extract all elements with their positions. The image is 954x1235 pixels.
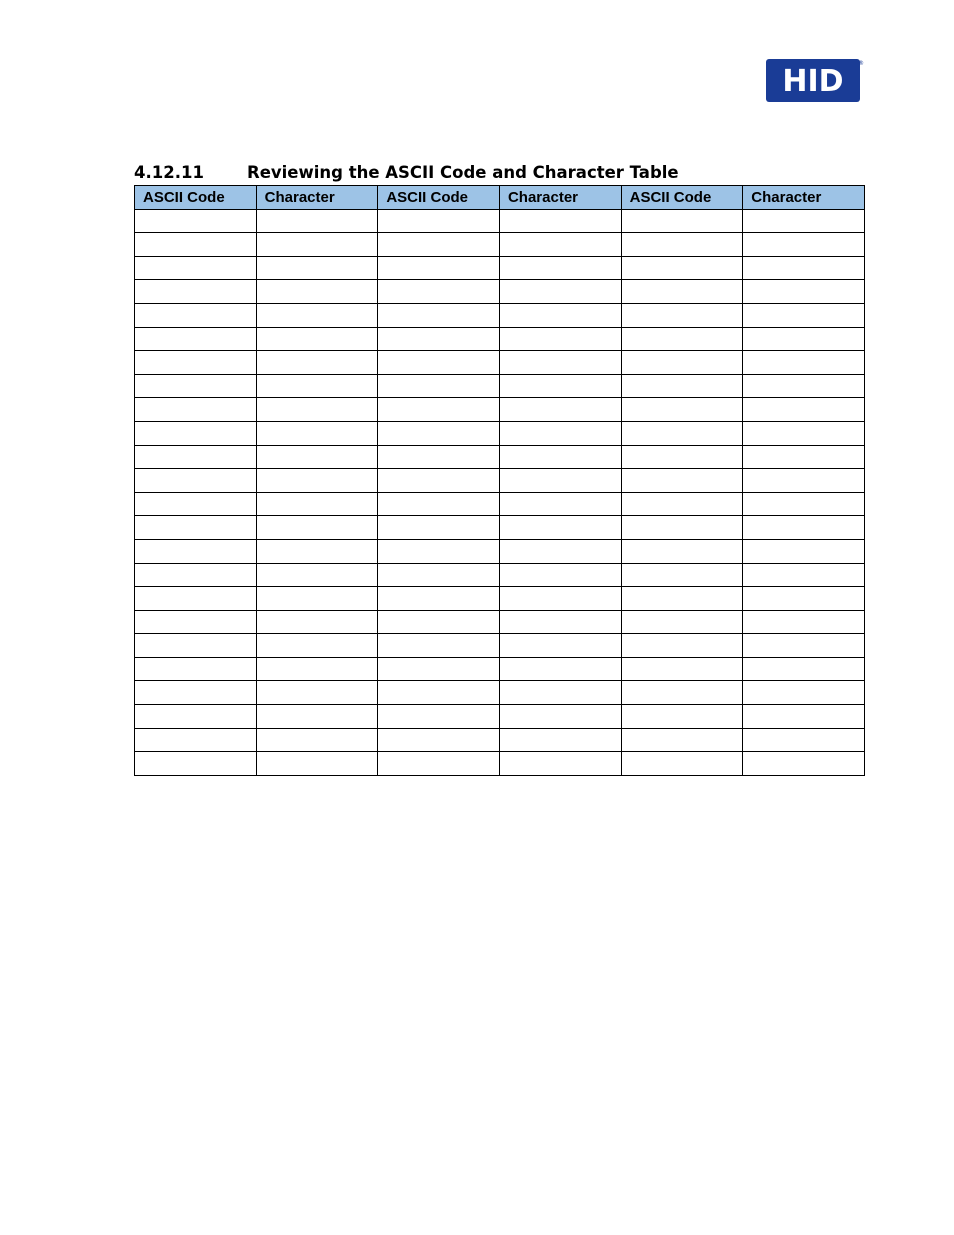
table-cell (499, 445, 621, 469)
table-cell (378, 752, 500, 776)
table-cell (743, 209, 865, 233)
table-cell (743, 421, 865, 445)
table-cell (621, 610, 743, 634)
table-cell (621, 587, 743, 611)
table-cell (743, 587, 865, 611)
table-cell (378, 303, 500, 327)
table-cell (621, 374, 743, 398)
registered-mark: ® (858, 60, 864, 67)
table-cell (743, 351, 865, 375)
table-cell (256, 539, 378, 563)
table-cell (621, 657, 743, 681)
table-cell (378, 492, 500, 516)
table-cell (378, 610, 500, 634)
table-cell (621, 209, 743, 233)
table-row (135, 705, 865, 729)
table-cell (256, 398, 378, 422)
table-row (135, 492, 865, 516)
table-cell (743, 327, 865, 351)
table-cell (256, 421, 378, 445)
table-cell (256, 681, 378, 705)
table-cell (135, 492, 257, 516)
section-title: Reviewing the ASCII Code and Character Table (247, 162, 679, 182)
table-cell (135, 728, 257, 752)
table-cell (256, 233, 378, 257)
table-cell (256, 374, 378, 398)
table-cell (621, 516, 743, 540)
table-cell (743, 233, 865, 257)
table-cell (378, 327, 500, 351)
table-cell (378, 209, 500, 233)
table-cell (621, 469, 743, 493)
table-row (135, 516, 865, 540)
table-row (135, 728, 865, 752)
table-row (135, 351, 865, 375)
table-cell (135, 657, 257, 681)
table-cell (743, 256, 865, 280)
table-cell (621, 728, 743, 752)
table-cell (499, 728, 621, 752)
table-cell (378, 539, 500, 563)
table-cell (378, 657, 500, 681)
table-cell (378, 398, 500, 422)
table-cell (378, 421, 500, 445)
table-cell (621, 351, 743, 375)
table-cell (499, 752, 621, 776)
table-cell (378, 587, 500, 611)
table-cell (135, 563, 257, 587)
table-cell (499, 539, 621, 563)
table-row (135, 657, 865, 681)
table-cell (256, 492, 378, 516)
table-row (135, 209, 865, 233)
table-row (135, 398, 865, 422)
table-cell (256, 351, 378, 375)
table-cell (621, 705, 743, 729)
table-cell (135, 256, 257, 280)
table-cell (135, 327, 257, 351)
table-cell (135, 398, 257, 422)
table-cell (743, 469, 865, 493)
table-cell (621, 492, 743, 516)
table-cell (378, 445, 500, 469)
table-cell (135, 634, 257, 658)
table-cell (499, 610, 621, 634)
table-cell (256, 256, 378, 280)
hid-logo (765, 57, 863, 103)
table-row (135, 327, 865, 351)
table-cell (378, 351, 500, 375)
table-cell (135, 445, 257, 469)
table-cell (621, 445, 743, 469)
column-header-character-1: Character (256, 186, 378, 210)
table-cell (621, 233, 743, 257)
table-cell (256, 327, 378, 351)
table-cell (621, 303, 743, 327)
table-cell (135, 374, 257, 398)
table-cell (256, 563, 378, 587)
table-cell (743, 492, 865, 516)
table-cell (135, 280, 257, 304)
table-cell (499, 657, 621, 681)
table-cell (621, 421, 743, 445)
table-cell (378, 516, 500, 540)
table-cell (378, 233, 500, 257)
table-cell (499, 351, 621, 375)
table-cell (743, 752, 865, 776)
table-cell (135, 421, 257, 445)
table-cell (256, 303, 378, 327)
table-row (135, 445, 865, 469)
table-cell (499, 398, 621, 422)
table-cell (378, 256, 500, 280)
table-cell (743, 563, 865, 587)
table-cell (135, 705, 257, 729)
table-cell (743, 681, 865, 705)
column-header-character-3: Character (743, 186, 865, 210)
table-cell (499, 469, 621, 493)
table-cell (135, 610, 257, 634)
table-body (135, 209, 865, 775)
table-cell (499, 421, 621, 445)
table-row (135, 634, 865, 658)
table-cell (135, 587, 257, 611)
table-cell (135, 469, 257, 493)
table-cell (499, 233, 621, 257)
table-row (135, 539, 865, 563)
table-cell (499, 209, 621, 233)
table-cell (256, 587, 378, 611)
table-cell (135, 303, 257, 327)
table-cell (621, 398, 743, 422)
table-cell (256, 657, 378, 681)
table-cell (135, 681, 257, 705)
table-cell (499, 563, 621, 587)
table-cell (621, 634, 743, 658)
table-row (135, 280, 865, 304)
table-row (135, 469, 865, 493)
table-cell (256, 209, 378, 233)
table-cell (621, 539, 743, 563)
table-cell (256, 516, 378, 540)
table-cell (499, 327, 621, 351)
table-cell (378, 563, 500, 587)
table-cell (743, 657, 865, 681)
table-cell (256, 469, 378, 493)
table-cell (378, 374, 500, 398)
column-header-ascii-code-2: ASCII Code (378, 186, 500, 210)
table-cell (378, 469, 500, 493)
column-header-ascii-code-3: ASCII Code (621, 186, 743, 210)
table-cell (743, 728, 865, 752)
table-cell (499, 681, 621, 705)
table-cell (499, 634, 621, 658)
table-row (135, 681, 865, 705)
table-cell (135, 209, 257, 233)
table-cell (135, 233, 257, 257)
table-cell (499, 374, 621, 398)
table-cell (135, 539, 257, 563)
table-cell (743, 539, 865, 563)
table-cell (743, 516, 865, 540)
table-row (135, 610, 865, 634)
section-heading (134, 161, 679, 183)
table-cell (743, 280, 865, 304)
table-cell (256, 280, 378, 304)
table-cell (499, 516, 621, 540)
table-cell (135, 351, 257, 375)
section-number: 4.12.11 (134, 162, 204, 182)
hid-logo-mark (765, 57, 863, 103)
table-row (135, 374, 865, 398)
table-cell (256, 705, 378, 729)
table-row (135, 587, 865, 611)
table-cell (621, 752, 743, 776)
table-cell (378, 681, 500, 705)
table-cell (621, 280, 743, 304)
table-cell (743, 705, 865, 729)
table-cell (621, 681, 743, 705)
table-cell (256, 728, 378, 752)
table-cell (743, 398, 865, 422)
table-cell (621, 256, 743, 280)
logo-text: HID (782, 64, 844, 99)
table-row (135, 256, 865, 280)
table-cell (378, 705, 500, 729)
table-cell (743, 374, 865, 398)
table-cell (378, 280, 500, 304)
table-cell (621, 563, 743, 587)
table-cell (743, 634, 865, 658)
table-cell (378, 634, 500, 658)
table-cell (499, 303, 621, 327)
table-cell (499, 705, 621, 729)
table-cell (256, 752, 378, 776)
table-cell (499, 280, 621, 304)
table-cell (256, 445, 378, 469)
table-cell (743, 303, 865, 327)
table-header-row (135, 186, 865, 210)
table-cell (743, 610, 865, 634)
table-row (135, 233, 865, 257)
table-row (135, 752, 865, 776)
table-cell (135, 752, 257, 776)
column-header-character-2: Character (499, 186, 621, 210)
table-cell (256, 610, 378, 634)
table-cell (621, 327, 743, 351)
table-row (135, 563, 865, 587)
column-header-ascii-code-1: ASCII Code (135, 186, 257, 210)
table-cell (378, 728, 500, 752)
table-cell (256, 634, 378, 658)
table-cell (743, 445, 865, 469)
ascii-character-table (134, 185, 865, 776)
table-cell (499, 492, 621, 516)
table-cell (499, 256, 621, 280)
table-cell (135, 516, 257, 540)
table-cell (499, 587, 621, 611)
table-row (135, 421, 865, 445)
table-row (135, 303, 865, 327)
